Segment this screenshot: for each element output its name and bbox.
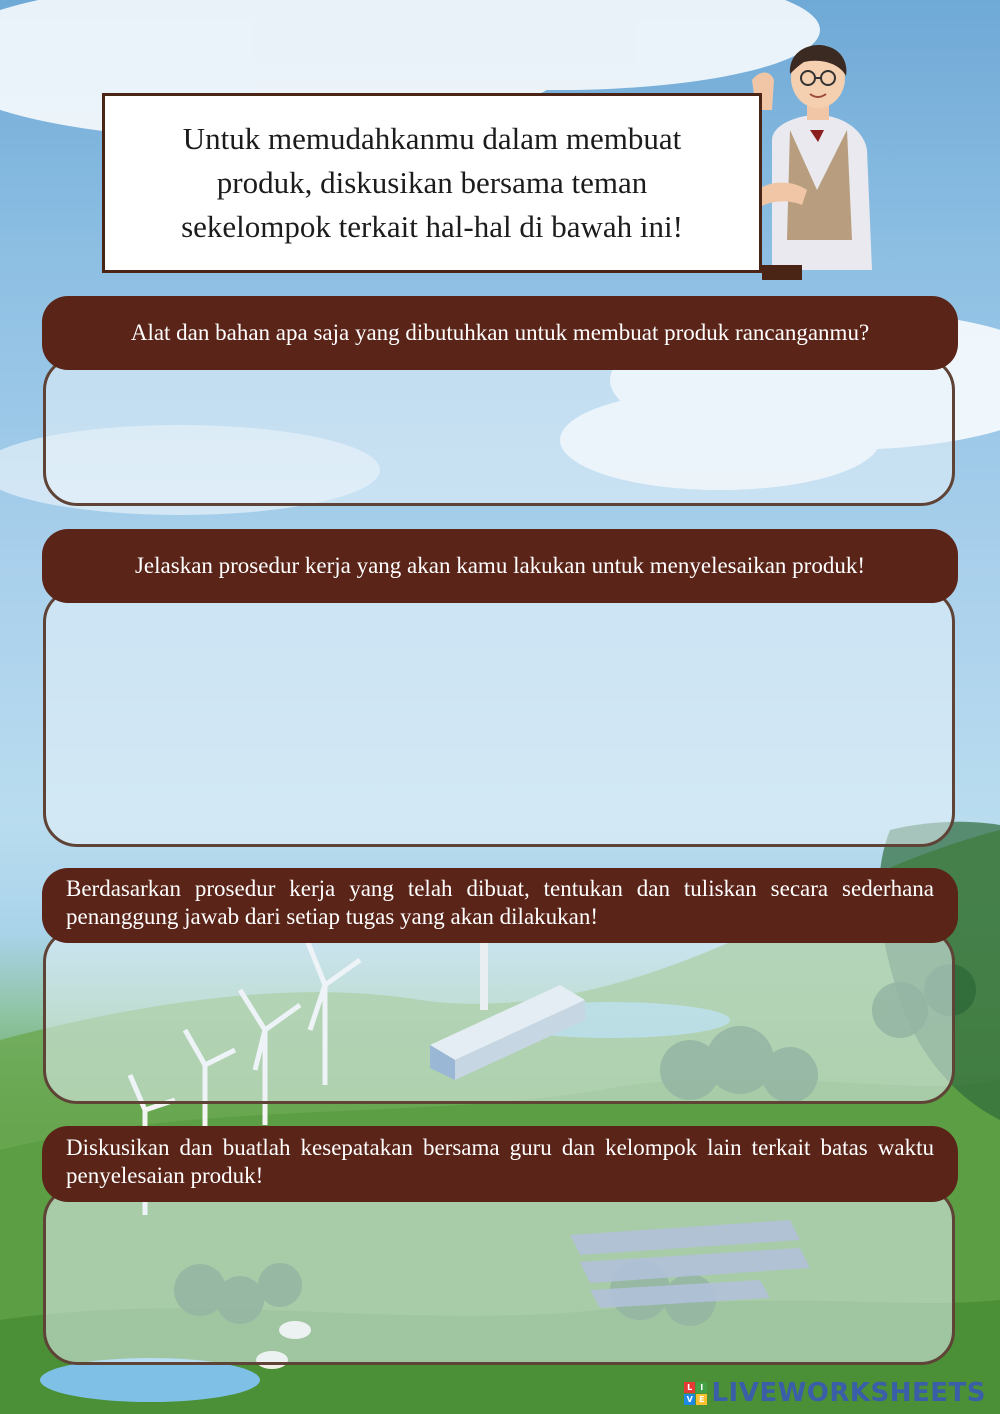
liveworksheets-logo (684, 1378, 986, 1408)
question-text: Alat dan bahan apa saja yang dibutuhkan untuk membuat produk rancanganmu? (130, 320, 870, 345)
instruction-card (102, 93, 762, 273)
instruction-line: sekelompok terkait hal-hal di bawah ini! (181, 209, 683, 244)
question-header-3 (42, 868, 958, 943)
question-header-2 (42, 529, 958, 603)
answer-input-2[interactable] (46, 591, 952, 844)
logo-grid-icon: L I V E (684, 1382, 707, 1405)
teacher-illustration (752, 40, 882, 280)
answer-box-1[interactable] (43, 356, 955, 506)
question-text: Jelaskan prosedur kerja yang akan kamu lakukan untuk menyelesaikan produk! (134, 553, 865, 578)
question-header-4 (42, 1126, 958, 1202)
question-text: Diskusikan dan buatlah kesepatakan bersama guru dan kelompok lain terkait batas waktu penyelesaian produk! (66, 1135, 934, 1188)
answer-box-2[interactable] (43, 588, 955, 847)
answer-input-4[interactable] (46, 1189, 952, 1362)
answer-box-3[interactable] (43, 928, 955, 1104)
question-header-1 (42, 296, 958, 370)
instruction-line: produk, diskusikan bersama teman (216, 165, 648, 200)
answer-input-3[interactable] (46, 931, 952, 1101)
instruction-text (132, 117, 732, 249)
brand-name: LIVEWORKSHEETS (711, 1378, 986, 1408)
answer-input-1[interactable] (46, 359, 952, 503)
instruction-line: Untuk memudahkanmu dalam membuat (182, 121, 682, 156)
question-text: Berdasarkan prosedur kerja yang telah dibuat, tentukan dan tuliskan secara sederhana penanggung jawab dari setiap tugas yang akan dilakukan! (66, 876, 934, 929)
answer-box-4[interactable] (43, 1186, 955, 1365)
